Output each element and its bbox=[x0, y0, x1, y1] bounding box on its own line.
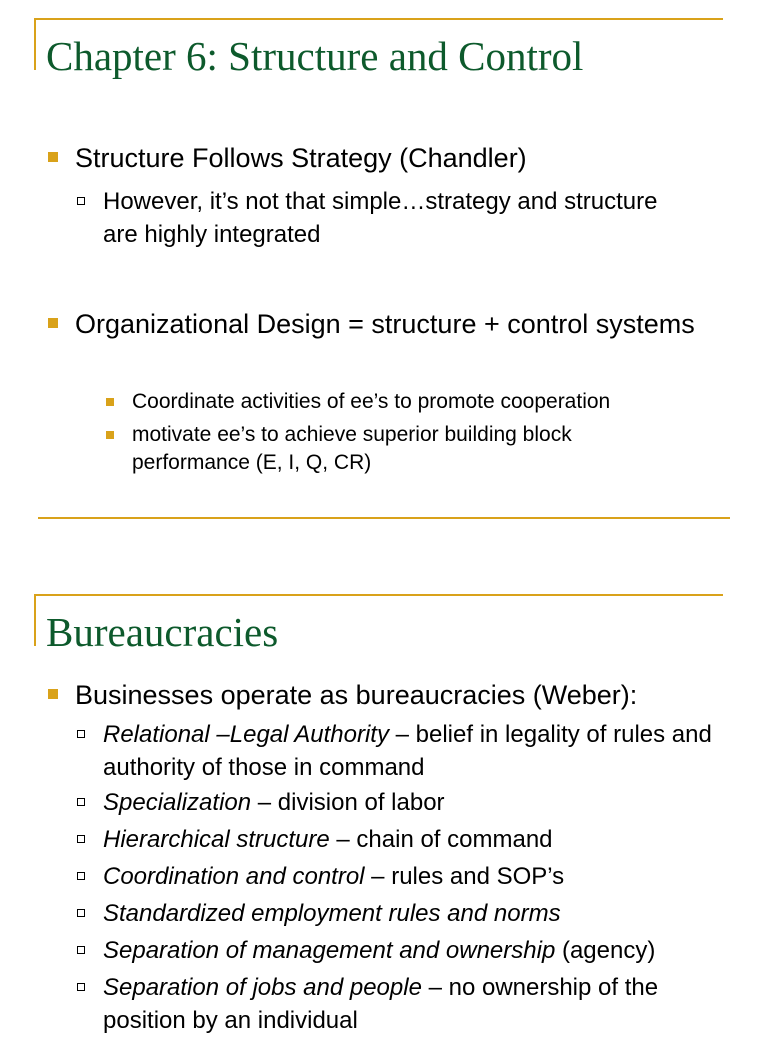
list-item bbox=[103, 786, 723, 819]
slide-frame-left-rule bbox=[34, 594, 36, 646]
list-item-text: Businesses operate as bureaucracies (Weber): bbox=[75, 680, 638, 710]
slide-frame-top-rule bbox=[34, 18, 723, 20]
list-item bbox=[103, 971, 723, 1037]
slide-bottom-rule bbox=[38, 517, 730, 519]
list-item bbox=[75, 140, 735, 177]
hollow-square-bullet-icon bbox=[77, 730, 85, 738]
hollow-square-bullet-icon bbox=[77, 872, 85, 880]
hollow-square-bullet-icon bbox=[77, 798, 85, 806]
list-item-desc: – chain of command bbox=[329, 826, 553, 853]
list-item-term: Coordination and control bbox=[103, 863, 365, 890]
square-bullet-icon bbox=[106, 398, 114, 406]
list-item-text: Coordinate activities of ee’s to promote cooperation bbox=[132, 390, 611, 413]
list-item-term: Relational –Legal Authority bbox=[103, 721, 389, 748]
square-bullet-icon bbox=[48, 318, 58, 328]
square-bullet-icon bbox=[48, 152, 58, 162]
slide-frame-left-rule bbox=[34, 18, 36, 70]
hollow-square-bullet-icon bbox=[77, 197, 85, 205]
list-item bbox=[132, 421, 652, 477]
list-item-text: motivate ee’s to achieve superior building block performance (E, I, Q, CR) bbox=[132, 423, 572, 474]
square-bullet-icon bbox=[106, 431, 114, 439]
list-item bbox=[132, 388, 732, 416]
slide-frame-top-rule bbox=[34, 594, 723, 596]
slide-title: Bureaucracies bbox=[46, 609, 279, 655]
list-item-text: However, it’s not that simple…strategy and structure are highly integrated bbox=[103, 188, 658, 248]
list-item-term: Separation of management and ownership bbox=[103, 937, 556, 964]
hollow-square-bullet-icon bbox=[77, 946, 85, 954]
list-item-text: Organizational Design = structure + control systems bbox=[75, 309, 695, 339]
list-item-desc: – division of labor bbox=[251, 789, 445, 816]
list-item bbox=[103, 934, 723, 967]
list-item-desc: (agency) bbox=[555, 937, 656, 964]
slide-bureaucracies bbox=[0, 590, 768, 1034]
hollow-square-bullet-icon bbox=[77, 909, 85, 917]
list-item bbox=[103, 897, 723, 930]
slide-title: Chapter 6: Structure and Control bbox=[46, 33, 584, 79]
hollow-square-bullet-icon bbox=[77, 983, 85, 991]
list-item-desc: – belief in legality of rules and authority of those in command bbox=[103, 721, 712, 781]
list-item-term: Separation of jobs and people bbox=[103, 974, 422, 1001]
list-item bbox=[103, 185, 663, 251]
list-item-term: Standardized employment rules and norms bbox=[103, 900, 561, 927]
list-item bbox=[75, 306, 715, 343]
list-item-term: Specialization bbox=[103, 789, 252, 816]
list-item bbox=[103, 718, 723, 784]
list-item bbox=[75, 677, 735, 714]
list-item-desc: – rules and SOP’s bbox=[364, 863, 565, 890]
list-item-text: Structure Follows Strategy (Chandler) bbox=[75, 143, 527, 173]
list-item bbox=[103, 860, 723, 893]
list-item-term: Hierarchical structure bbox=[103, 826, 330, 853]
list-item-desc: – no ownership of the position by an individual bbox=[103, 974, 659, 1034]
square-bullet-icon bbox=[48, 689, 58, 699]
hollow-square-bullet-icon bbox=[77, 835, 85, 843]
list-item bbox=[103, 823, 723, 856]
